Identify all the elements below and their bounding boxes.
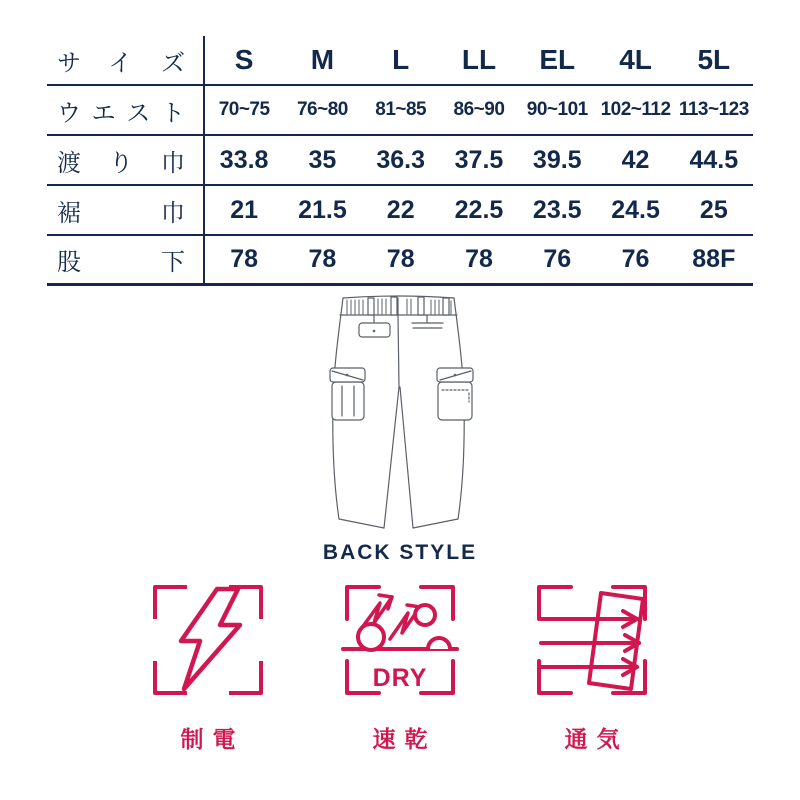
cell: 33.8 (219, 145, 269, 174)
cell: 44.5 (689, 145, 739, 174)
cell: EL (539, 44, 576, 75)
quick-dry-icon (335, 575, 465, 705)
cell: 24.5 (611, 195, 660, 224)
cell: 78 (386, 245, 415, 273)
feature-anti-static (143, 575, 273, 754)
cell: 81~85 (375, 99, 427, 120)
row-label: 裾巾 (57, 199, 185, 227)
table-row-hem-width (47, 186, 753, 236)
cell: 21 (230, 195, 259, 224)
row-label: ウエスト (57, 99, 185, 127)
row-cells (205, 86, 753, 134)
cell: 21.5 (298, 195, 347, 224)
feature-breathable (527, 575, 657, 754)
cell: 86~90 (453, 99, 505, 120)
cell: 78 (465, 245, 493, 273)
dry-badge: DRY (372, 664, 428, 692)
row-header-inseam (47, 236, 205, 283)
row-header-thigh-width (47, 136, 205, 184)
row-label: 渡り巾 (57, 149, 185, 177)
cell: 78 (308, 245, 337, 273)
feature-label-anti-static: 制電 (180, 726, 245, 752)
row-label: 股下 (57, 249, 185, 276)
cell: 76 (621, 245, 650, 273)
cell: 22 (386, 195, 415, 224)
cell: L (392, 44, 410, 75)
cell: 88F (692, 245, 736, 273)
cell: 23.5 (532, 195, 582, 224)
cell: 76~80 (296, 99, 348, 120)
cell: 78 (230, 245, 259, 273)
cell: M (310, 44, 335, 75)
breathable-airflow-icon (527, 575, 657, 705)
feature-label-quick-dry: 速乾 (372, 726, 437, 752)
cell: 37.5 (454, 145, 504, 174)
cell: 113~123 (678, 99, 749, 120)
table-row-size (47, 36, 753, 86)
pants-back-illustration-icon (285, 290, 515, 535)
table-row-thigh-width (47, 136, 753, 186)
size-spec-table (47, 36, 753, 286)
cell: 42 (621, 145, 650, 174)
row-cells (205, 136, 753, 184)
table-row-inseam (47, 236, 753, 286)
cell: 76 (543, 245, 572, 273)
row-cells (205, 186, 753, 234)
row-cells (205, 236, 753, 283)
row-header-waist (47, 86, 205, 134)
row-header-size (47, 36, 205, 84)
cell: 25 (699, 195, 728, 224)
cell: LL (461, 44, 497, 75)
cell: 39.5 (532, 145, 582, 174)
cell: 35 (308, 145, 337, 174)
cell: 36.3 (376, 145, 426, 174)
cell: 5L (697, 44, 731, 75)
feature-label-breathable: 通気 (564, 726, 629, 752)
row-cells (205, 36, 753, 84)
cell: 70~75 (218, 99, 270, 120)
feature-quick-dry (335, 575, 465, 754)
cell: 22.5 (454, 195, 504, 224)
cell: 4L (619, 44, 652, 75)
illustration-section (0, 286, 800, 565)
cell: 102~112 (600, 99, 671, 120)
feature-icons-row (0, 575, 800, 754)
row-label: サイズ (57, 49, 185, 77)
cell: S (234, 44, 254, 75)
row-header-hem-width (47, 186, 205, 234)
anti-static-lightning-icon (143, 575, 273, 705)
cell: 90~101 (526, 99, 588, 120)
table-row-waist (47, 86, 753, 136)
back-style-caption: BACK STYLE (322, 541, 478, 564)
